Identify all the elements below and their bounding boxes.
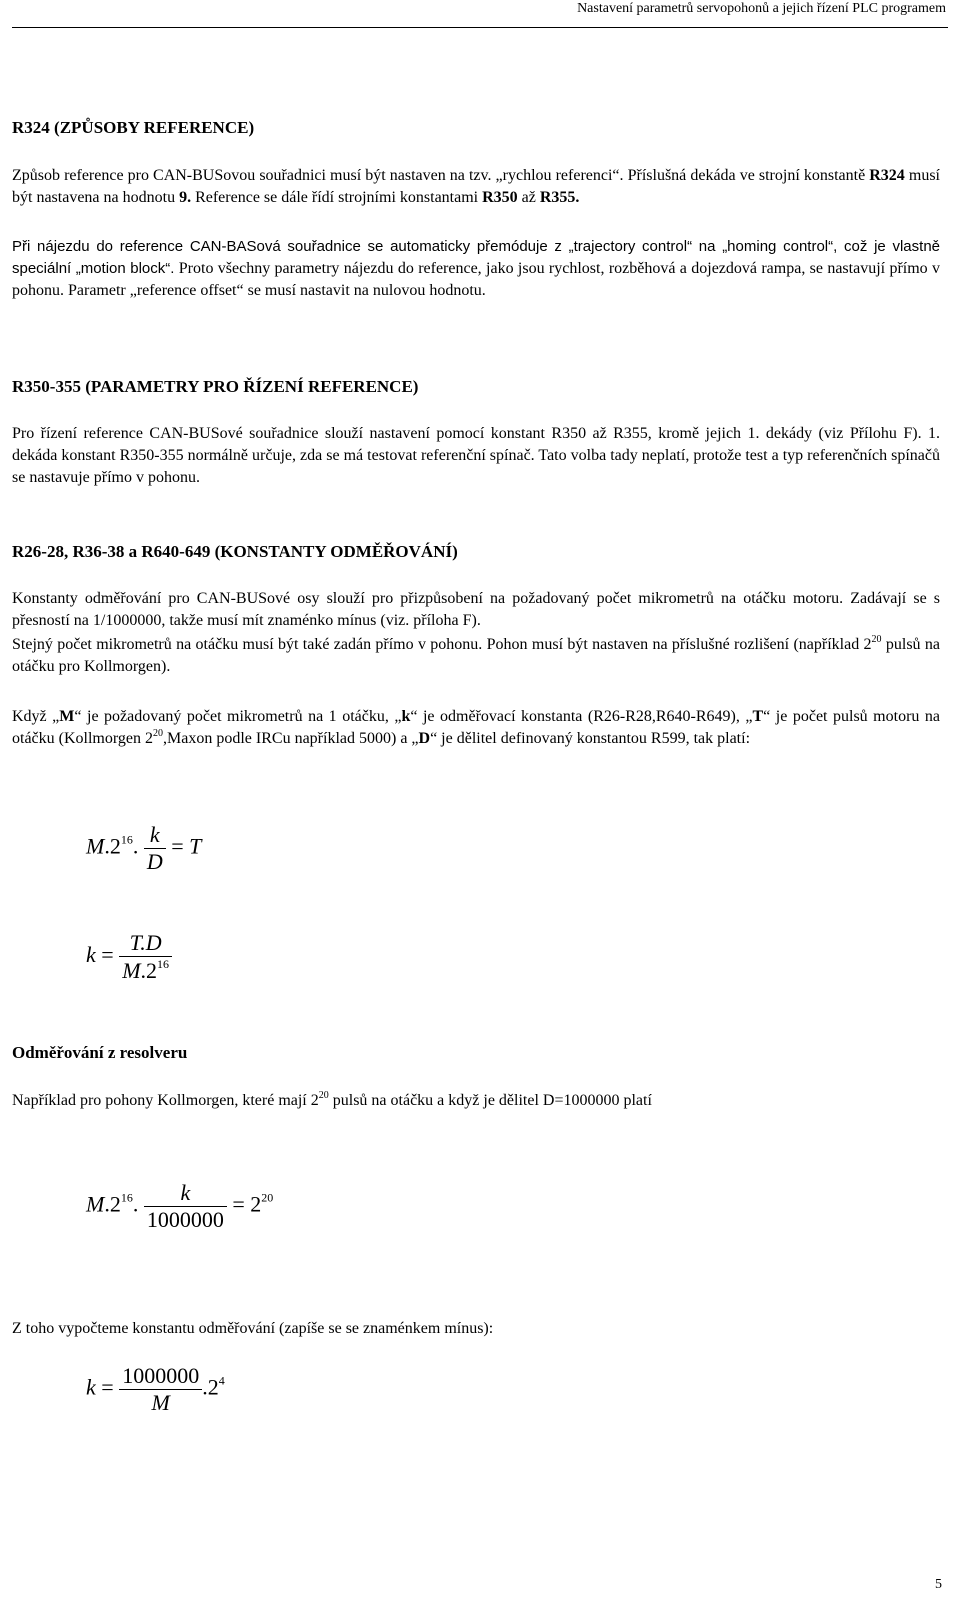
formula-2: k = $\frac{T.D}{M.2^{16}}$: [86, 930, 172, 984]
running-header: Nastavení parametrů servopohonů a jejich řízení PLC programem: [577, 1, 946, 16]
paragraph-r324-intro: Způsob reference pro CAN-BUSovou souřadnici musí být nastaven na tzv. „rychlou referenci“. Příslušná dekáda ve strojní konstantě R324 musí být nastavena na hodnotu 9. Reference se dále řídí strojními konstantami R350 až R355.: [12, 167, 940, 206]
formula-4-fraction: $\frac{1000000}{M}$: [119, 1363, 202, 1416]
header-rule: [12, 27, 948, 28]
formula-1-fraction: $\frac{k}{D}$: [144, 822, 166, 875]
page-number: 5: [935, 1577, 942, 1592]
formula-3-fraction: $\frac{k}{1000000}$: [144, 1180, 227, 1233]
formula-4: k = $\frac{1000000}{M}$ $.2^4$: [86, 1363, 225, 1415]
paragraph-r350: Pro řízení reference CAN-BUSové souřadnice slouží nastavení pomocí konstant R350 až R355, kromě jejich 1. dekády (viz Přílohu F). 1. dekáda konstant R350-355 normálně určuje, zda se má testovat referenční spínač. Tato volba tady neplatí, protože test a typ referenčních spínačů se nastavuje přímo v pohonu.: [12, 425, 940, 486]
formula-1: $M.2^{16}$. $\frac{k}{D}$ = T: [86, 822, 202, 874]
formula-3: $M.2^{16}$. $\frac{k}{1000000}$ = $2^{20}$: [86, 1180, 274, 1232]
paragraph-resolver: Například pro pohony Kollmorgen, které mají $2^{20}$ pulsů na otáčku a když je dělitel D=1000000 platí: [12, 1090, 652, 1109]
section-heading-resolver: Odměřování z resolveru: [12, 1043, 188, 1062]
section-heading-r324: R324 (ZPŮSOBY REFERENCE): [12, 118, 255, 137]
paragraph-compute: Z toho vypočteme konstantu odměřování (zapíše se se znaménkem mínus):: [12, 1320, 494, 1337]
section-heading-r350: R350-355 (PARAMETRY PRO ŘÍZENÍ REFERENCE): [12, 377, 419, 396]
paragraph-constants-3: Když „M“ je požadovaný počet mikrometrů na 1 otáčku, „k“ je odměřovací konstanta (R26-R28,R640-R649), „T“ je počet pulsů motoru na otáčku (Kollmorgen $2^{20},Maxon$ podle IRCu například 5000) a „D“ je dělitel definovaný konstantou R599, tak platí:: [12, 708, 941, 747]
paragraph-constants-2: Stejný počet mikrometrů na otáčku musí být také zadán přímo v pohonu. Pohon musí být nastaven na příslušné rozlišení (například $2^{20}$ pulsů na otáčku pro Kollmorgen).: [12, 634, 941, 675]
paragraph-constants-1: Konstanty odměřování pro CAN-BUSové osy slouží pro přizpůsobení na požadovaný počet mikrometrů na otáčku motoru. Zadávají se s přesností na 1/1000000, takže musí mít znaménko mínus (viz. příloha F).: [12, 590, 940, 629]
paragraph-r324-homing: Při nájezdu do reference CAN-BASová souřadnice se automaticky přemóduje z „trajectory control“ na „homing control“, což je vlastně speciální „motion block“. Proto všechny parametry nájezdu do reference, jako jsou rychlost, rozběhová a dojezdová rampa, se nastavují přímo v pohonu. Parametr „reference offset“ se musí nastavit na nulovou hodnotu.: [12, 238, 940, 299]
formula-2-fraction: $\frac{T.D}{M.2^{16}}$: [119, 930, 172, 984]
section-heading-constants: R26-28, R36-38 a R640-649 (KONSTANTY ODMĚŘOVÁNÍ): [12, 542, 458, 561]
